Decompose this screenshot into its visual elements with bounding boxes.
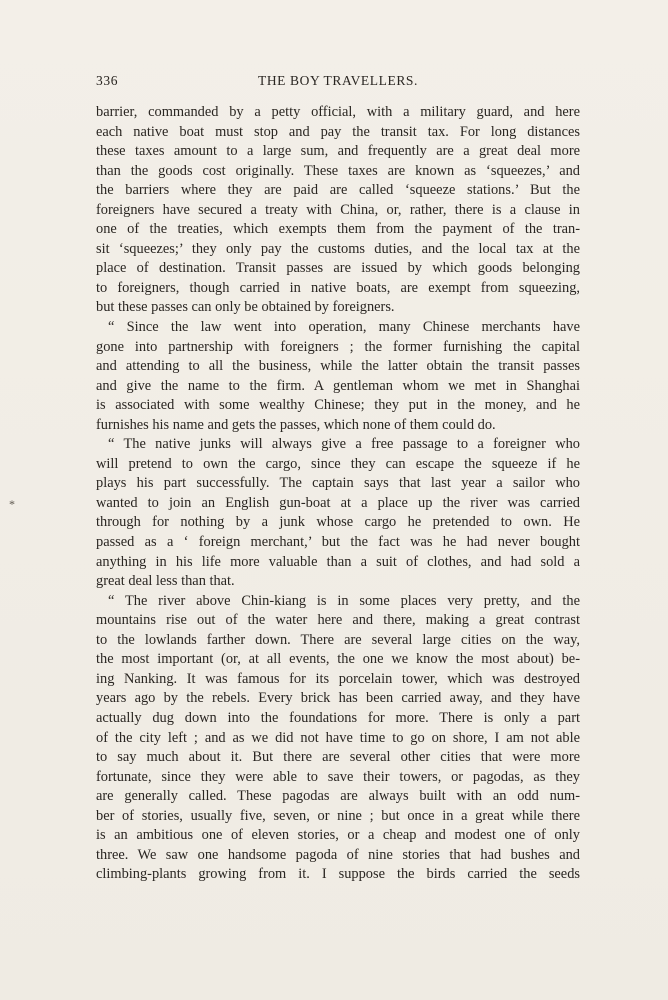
text-line: are generally called. These pagodas are always built with an odd num- — [96, 788, 580, 805]
text-line: sit ‘squeezes;’ they only pay the customs duties, and the local tax at the — [96, 240, 580, 257]
text-line: foreigners have secured a treaty with China, or, rather, there is a clause in — [96, 201, 580, 218]
text-line: mountains rise out of the water here and there, making a great contrast — [96, 612, 580, 629]
text-line: the barriers where they are paid are called ‘squeeze stations.’ But the — [96, 182, 580, 199]
text-line: these taxes amount to a large sum, and frequently are a great deal more — [96, 143, 580, 160]
margin-mark: * — [9, 497, 15, 511]
text-line: to say much about it. But there are several other cities that were more — [96, 749, 580, 766]
text-line: passed as a ‘ foreign merchant,’ but the fact was he had never bought — [96, 534, 580, 551]
page-number: 336 — [96, 73, 119, 88]
text-line: ber of stories, usually five, seven, or nine ; but once in a great while there — [96, 807, 580, 824]
text-line: and attending to all the business, while the latter obtain the transit passes — [96, 358, 580, 375]
text-line: climbing-plants growing from it. I suppose the birds carried the seeds — [96, 866, 580, 883]
text-line: will pretend to own the cargo, since they can escape the squeeze if he — [96, 455, 580, 472]
text-line: ing Nanking. It was famous for its porcelain tower, which was destroyed — [96, 670, 580, 687]
text-line: through for nothing by a junk whose cargo he pretended to own. He — [96, 514, 580, 531]
text-line: fortunate, since they were able to save their towers, or pagodas, as they — [96, 768, 580, 785]
text-line: and give the name to the firm. A gentleman whom we met in Shanghai — [96, 377, 580, 394]
text-line: furnishes his name and gets the passes, which none of them could do. — [96, 416, 496, 433]
text-line: gone into partnership with foreigners ; the former furnishing the capital — [96, 338, 580, 355]
text-line: barrier, commanded by a petty official, with a military guard, and here — [96, 104, 580, 120]
text-line: of the city left ; and as we did not have time to go on shore, I am not able — [96, 729, 580, 746]
text-line: actually dug down into the foundations for more. There is only a part — [96, 709, 580, 726]
body-text — [96, 103, 580, 885]
text-line: to foreigners, though carried in native boats, are exempt from squeezing, — [96, 279, 580, 296]
text-line: years ago by the rebels. Every brick has been carried away, and they have — [96, 690, 580, 707]
text-line: is an ambitious one of eleven stories, or a cheap and modest one of only — [96, 827, 580, 844]
text-line: is associated with some wealthy Chinese; they put in the money, and he — [96, 397, 580, 414]
text-line: one of the treaties, which exempts them from the payment of the tran- — [96, 221, 580, 238]
page-header — [96, 73, 580, 93]
text-line: each native boat must stop and pay the transit tax. For long distances — [96, 123, 580, 140]
text-line: “ The river above Chin-kiang is in some places very pretty, and the — [108, 592, 580, 609]
text-line: to the lowlands farther down. There are several large cities on the way, — [96, 631, 580, 648]
text-line: plays his part successfully. The captain says that last year a sailor who — [96, 475, 580, 492]
text-line: but these passes can only be obtained by foreigners. — [96, 299, 395, 316]
running-title: THE BOY TRAVELLERS. — [257, 73, 419, 88]
text-line: wanted to join an English gun-boat at a place up the river was carried — [96, 494, 580, 511]
text-line: three. We saw one handsome pagoda of nine stories that had bushes and — [96, 846, 580, 863]
text-line: “ The native junks will always give a free passage to a foreigner who — [108, 436, 580, 453]
text-line: “ Since the law went into operation, many Chinese merchants have — [108, 319, 580, 336]
text-line: than the goods cost originally. These taxes are known as ‘squeezes,’ and — [96, 162, 580, 179]
text-line: anything in his life more valuable than a suit of clothes, and had sold a — [96, 553, 580, 570]
text-line: the most important (or, at all events, the one we know the most about) be- — [96, 651, 580, 668]
text-line: place of destination. Transit passes are issued by which goods belonging — [96, 260, 580, 277]
text-line: great deal less than that. — [96, 573, 235, 590]
